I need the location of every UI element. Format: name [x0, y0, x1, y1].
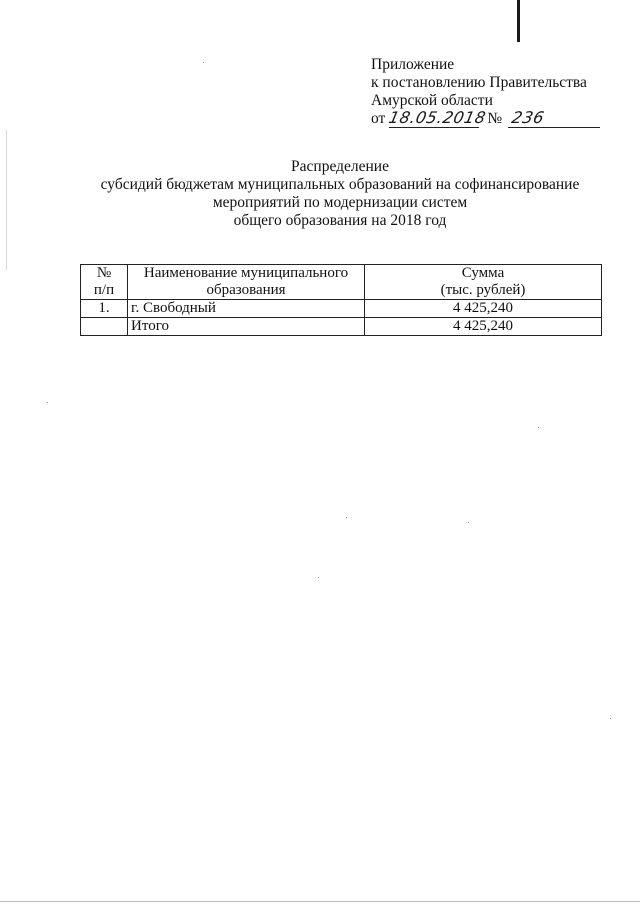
- total-sum: 4 425,240: [365, 318, 602, 336]
- header-sum-line-1: Сумма: [461, 265, 505, 281]
- table-header-row: [81, 265, 602, 300]
- appendix-date-line: [371, 110, 600, 128]
- title-line-3: мероприятий по модернизации систем: [212, 194, 468, 211]
- table-row: [81, 300, 602, 318]
- date-prefix: от: [371, 110, 386, 127]
- scan-speck: [203, 62, 204, 63]
- document-title: [0, 158, 640, 230]
- handwritten-number: 236: [510, 108, 547, 127]
- handwritten-date: 18.05.2018: [387, 108, 489, 127]
- header-sum-line-2: (тыс. рублей): [440, 282, 526, 298]
- title-line-2: субсидий бюджетам муниципальных образований на софинансирование: [100, 176, 580, 193]
- table-total-row: [81, 318, 602, 336]
- appendix-block: [371, 56, 600, 128]
- row-name: г. Свободный: [128, 300, 365, 318]
- header-num: [81, 265, 128, 300]
- title-line-1: Распределение: [291, 158, 389, 175]
- appendix-region-line: Амурской области: [371, 92, 493, 109]
- distribution-table: [80, 264, 602, 336]
- header-sum: [365, 265, 602, 300]
- title-line-4: общего образования на 2018 год: [233, 212, 447, 229]
- header-name: [128, 265, 365, 300]
- scan-mark: [517, 0, 520, 42]
- scan-speck: [468, 522, 469, 523]
- scan-speck: [47, 402, 48, 403]
- scan-speck: [346, 517, 347, 518]
- appendix-title: Приложение: [371, 56, 455, 73]
- date-field: [387, 108, 489, 128]
- header-name-line-2: образования: [206, 282, 286, 298]
- scan-speck: [318, 577, 319, 578]
- row-sum: 4 425,240: [365, 300, 602, 318]
- row-num: 1.: [81, 300, 128, 318]
- total-num: [81, 318, 128, 336]
- header-num-line-2: п/п: [93, 282, 115, 298]
- number-prefix: №: [487, 110, 503, 127]
- header-num-line-1: №: [96, 265, 112, 281]
- scan-bottom-edge: [0, 901, 640, 902]
- header-name-line-1: Наименование муниципального: [143, 265, 349, 281]
- total-label: Итого: [128, 318, 365, 336]
- scan-speck: [610, 718, 611, 719]
- number-field: [508, 110, 600, 128]
- scan-speck: [538, 427, 539, 428]
- appendix-decree-line: к постановлению Правительства: [371, 74, 587, 91]
